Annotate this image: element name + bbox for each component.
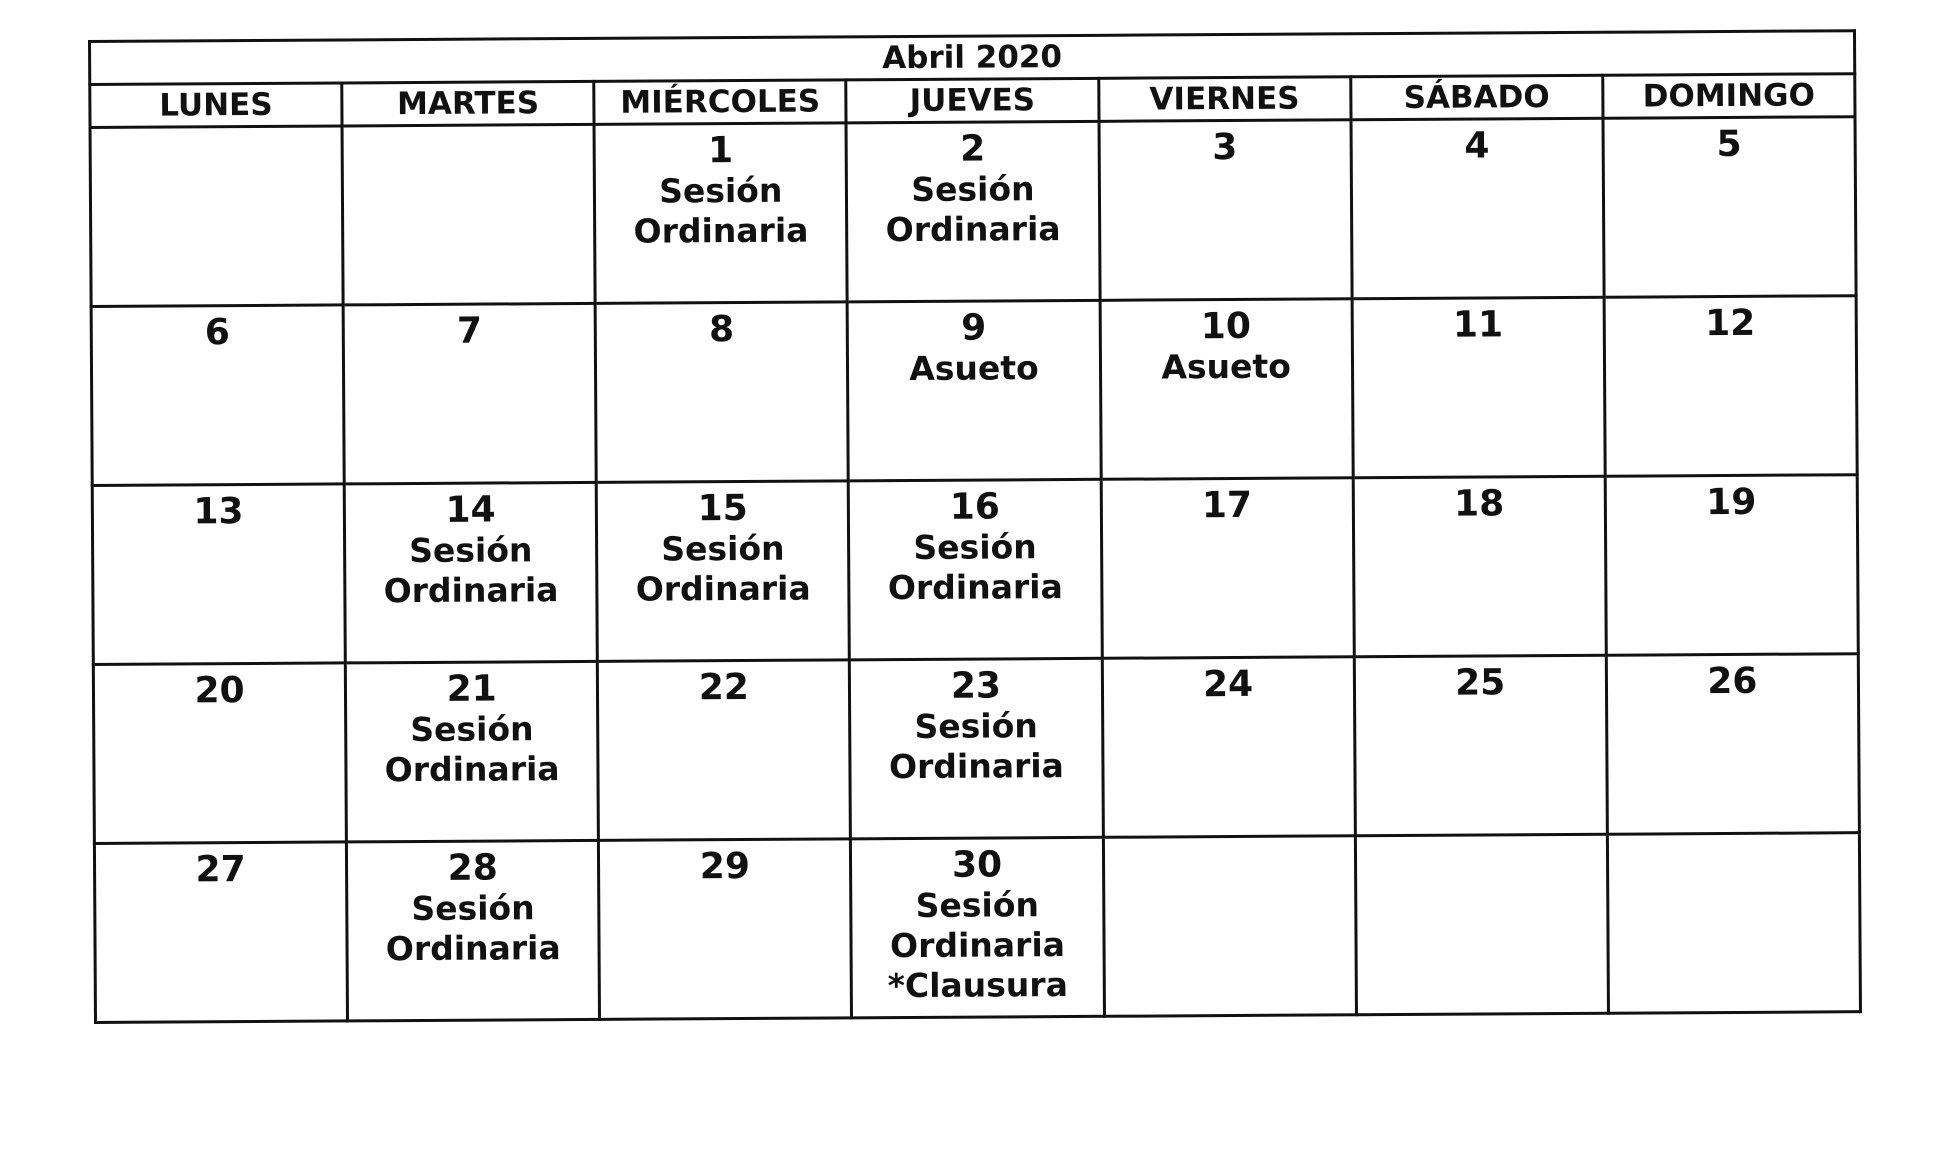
calendar-table bbox=[88, 29, 1862, 1024]
day-number bbox=[1609, 840, 1858, 842]
day-cell bbox=[851, 837, 1104, 1018]
day-number: 27 bbox=[195, 849, 246, 891]
day-cell bbox=[846, 121, 1099, 302]
day-cell bbox=[1352, 297, 1605, 478]
event-label: Sesión bbox=[911, 169, 1035, 209]
event-label: Sesión bbox=[411, 888, 535, 929]
day-number: 15 bbox=[697, 487, 748, 530]
day-cell bbox=[598, 660, 851, 841]
day-cell bbox=[343, 303, 596, 484]
day-number: 11 bbox=[1452, 304, 1504, 346]
day-cell bbox=[94, 842, 347, 1023]
day-number: 17 bbox=[1201, 484, 1253, 527]
day-number: 18 bbox=[1453, 483, 1505, 525]
day-cell bbox=[594, 123, 847, 304]
event-label: Sesión bbox=[661, 528, 785, 569]
event-label: Ordinaria bbox=[887, 567, 1063, 608]
event-label: Ordinaria bbox=[384, 749, 560, 790]
day-cell bbox=[1603, 117, 1856, 298]
day-cell bbox=[1353, 476, 1606, 657]
day-cell bbox=[848, 300, 1101, 481]
week-row bbox=[93, 654, 1859, 844]
weekday-header-viernes: VIERNES bbox=[1098, 77, 1350, 122]
day-number: 3 bbox=[1212, 126, 1238, 169]
day-cell bbox=[1604, 296, 1857, 477]
day-cell bbox=[1606, 654, 1859, 835]
day-cell bbox=[1354, 655, 1607, 836]
day-cell bbox=[91, 305, 344, 486]
day-number: 14 bbox=[445, 489, 496, 531]
event-label: Sesión bbox=[915, 885, 1040, 925]
day-cell bbox=[1605, 475, 1858, 656]
day-cell bbox=[1351, 118, 1604, 299]
calendar-title: Abril 2020 bbox=[90, 31, 1855, 85]
day-number: 5 bbox=[1716, 123, 1742, 166]
event-label: Ordinaria bbox=[889, 925, 1066, 966]
day-number: 20 bbox=[194, 670, 245, 712]
day-number: 22 bbox=[698, 666, 749, 709]
day-cell bbox=[849, 479, 1102, 660]
day-number: 25 bbox=[1455, 662, 1506, 704]
event-label: Sesión bbox=[409, 530, 533, 571]
event-label: Sesión bbox=[410, 709, 534, 750]
week-row bbox=[94, 833, 1860, 1023]
event-label: Sesión bbox=[659, 170, 783, 211]
event-label: Sesión bbox=[913, 527, 1037, 567]
day-number: 2 bbox=[960, 128, 986, 170]
day-number bbox=[92, 133, 341, 135]
day-number: 8 bbox=[708, 309, 735, 351]
event-label: Ordinaria bbox=[633, 210, 809, 251]
event-label: Ordinaria bbox=[383, 570, 559, 611]
day-cell bbox=[344, 482, 597, 663]
event-label: Asueto bbox=[1161, 346, 1292, 387]
day-number bbox=[344, 132, 593, 134]
day-number: 9 bbox=[961, 307, 987, 349]
day-cell bbox=[1355, 834, 1608, 1015]
day-number: 29 bbox=[699, 845, 751, 888]
event-label: Ordinaria bbox=[635, 568, 811, 609]
day-cell bbox=[347, 840, 600, 1021]
day-number: 4 bbox=[1464, 125, 1490, 167]
weekday-header-sabado: SÁBADO bbox=[1350, 75, 1602, 120]
day-cell bbox=[345, 661, 598, 842]
week-row bbox=[91, 296, 1857, 486]
day-number: 1 bbox=[707, 130, 734, 172]
day-number: 10 bbox=[1200, 305, 1252, 348]
day-cell bbox=[850, 658, 1103, 839]
event-label: Ordinaria bbox=[385, 928, 561, 969]
day-number: 6 bbox=[204, 312, 231, 354]
weekday-header-lunes: LUNES bbox=[90, 83, 342, 128]
day-cell bbox=[90, 126, 343, 307]
week-row bbox=[92, 475, 1858, 665]
day-number: 16 bbox=[949, 486, 1001, 528]
day-number: 21 bbox=[446, 668, 497, 710]
day-number bbox=[1357, 842, 1606, 844]
calendar-body bbox=[90, 117, 1860, 1023]
day-cell bbox=[1100, 299, 1353, 480]
day-cell bbox=[1101, 478, 1354, 659]
weekday-header-domingo: DOMINGO bbox=[1603, 74, 1855, 119]
day-cell bbox=[1099, 120, 1352, 301]
day-cell bbox=[1102, 657, 1355, 838]
day-number: 13 bbox=[193, 491, 244, 533]
day-cell bbox=[595, 302, 848, 483]
day-number: 23 bbox=[950, 665, 1002, 707]
weekday-header-martes: MARTES bbox=[342, 81, 594, 126]
event-label: Ordinaria bbox=[885, 209, 1061, 250]
weekday-header-miercoles: MIÉRCOLES bbox=[594, 80, 846, 125]
day-number: 12 bbox=[1704, 302, 1756, 345]
day-number: 19 bbox=[1706, 481, 1757, 524]
event-label: Ordinaria bbox=[888, 746, 1065, 787]
day-cell bbox=[342, 124, 595, 305]
day-number: 30 bbox=[951, 844, 1003, 886]
day-number: 28 bbox=[447, 847, 498, 889]
event-label: Sesión bbox=[914, 706, 1038, 746]
event-label: *Clausura bbox=[887, 965, 1069, 1006]
event-label: Asueto bbox=[909, 348, 1039, 388]
day-number: 7 bbox=[456, 310, 483, 352]
day-number bbox=[1104, 843, 1353, 845]
day-cell bbox=[93, 663, 346, 844]
day-cell bbox=[1607, 833, 1860, 1014]
day-number: 24 bbox=[1202, 663, 1254, 706]
week-row bbox=[90, 117, 1856, 307]
day-cell bbox=[599, 839, 852, 1020]
day-number: 26 bbox=[1707, 660, 1758, 703]
weekday-header-jueves: JUEVES bbox=[846, 78, 1098, 123]
day-cell bbox=[1103, 836, 1356, 1017]
day-cell bbox=[596, 481, 849, 662]
day-cell bbox=[92, 484, 345, 665]
